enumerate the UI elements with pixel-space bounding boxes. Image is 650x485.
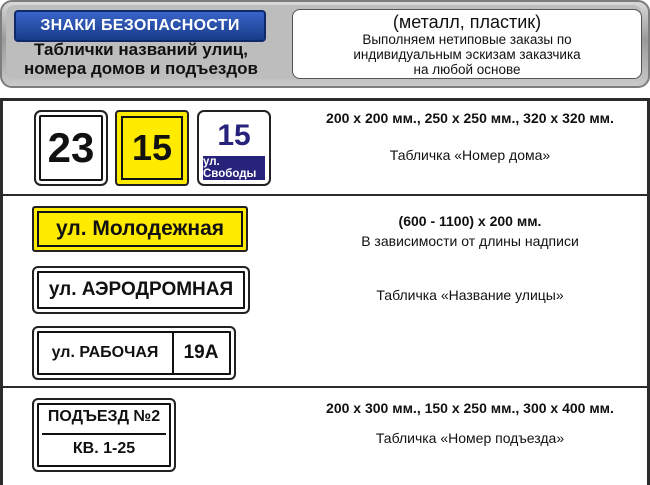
- note-line2: индивидуальным эскизам заказчика: [353, 47, 581, 62]
- entrance-sizes: 200 x 300 мм., 150 x 250 мм., 300 x 400 мм.: [326, 400, 614, 416]
- street-sign-yellow: ул. Молодежная: [32, 206, 248, 252]
- divider-2: [3, 386, 647, 388]
- street-sign-split: [32, 326, 236, 380]
- entrance-sign-apartments: КВ. 1-25: [72, 440, 136, 457]
- header-subtitle-line2: номера домов и подъездов: [24, 59, 258, 78]
- divider-1: [3, 194, 647, 196]
- street-label: Табличка «Название улицы»: [376, 287, 564, 303]
- street-note: В зависимости от длины надписи: [361, 233, 579, 249]
- house-sign-blue-street: ул. Свободы: [203, 156, 265, 180]
- house-sign-yellow: 15: [115, 110, 189, 186]
- street-sign-split-name: ул. РАБОЧАЯ: [51, 344, 159, 361]
- entrance-sign-divider: [42, 433, 166, 435]
- header-note-box: [292, 9, 642, 79]
- entrance-sign: [32, 398, 176, 472]
- street-sign-white: ул. АЭРОДРОМНАЯ: [32, 266, 250, 314]
- street-sizes: (600 - 1100) x 200 мм.: [398, 213, 542, 229]
- note-line3: на любой основе: [413, 62, 521, 77]
- house-sizes: 200 x 200 мм., 250 x 250 мм., 320 x 320 мм.: [326, 110, 614, 126]
- header-badge: ЗНАКИ БЕЗОПАСНОСТИ: [14, 10, 266, 42]
- house-sign-blue-number: 15: [217, 119, 251, 152]
- entrance-sign-title: ПОДЪЕЗД №2: [47, 408, 161, 425]
- entrance-label: Табличка «Номер подъезда»: [375, 430, 565, 446]
- house-label: Табличка «Номер дома»: [389, 147, 551, 163]
- header-subtitle-line1: Таблички названий улиц,: [34, 40, 248, 59]
- house-sign-blue: [197, 110, 271, 186]
- street-sign-split-number: 19А: [183, 342, 219, 363]
- house-sign-white: 23: [34, 110, 108, 186]
- header-subtitle: [10, 40, 272, 78]
- note-line1: Выполняем нетиповые заказы по: [362, 32, 572, 47]
- street-sign-split-divider: [172, 333, 174, 373]
- material-text: (металл, пластик): [392, 12, 542, 32]
